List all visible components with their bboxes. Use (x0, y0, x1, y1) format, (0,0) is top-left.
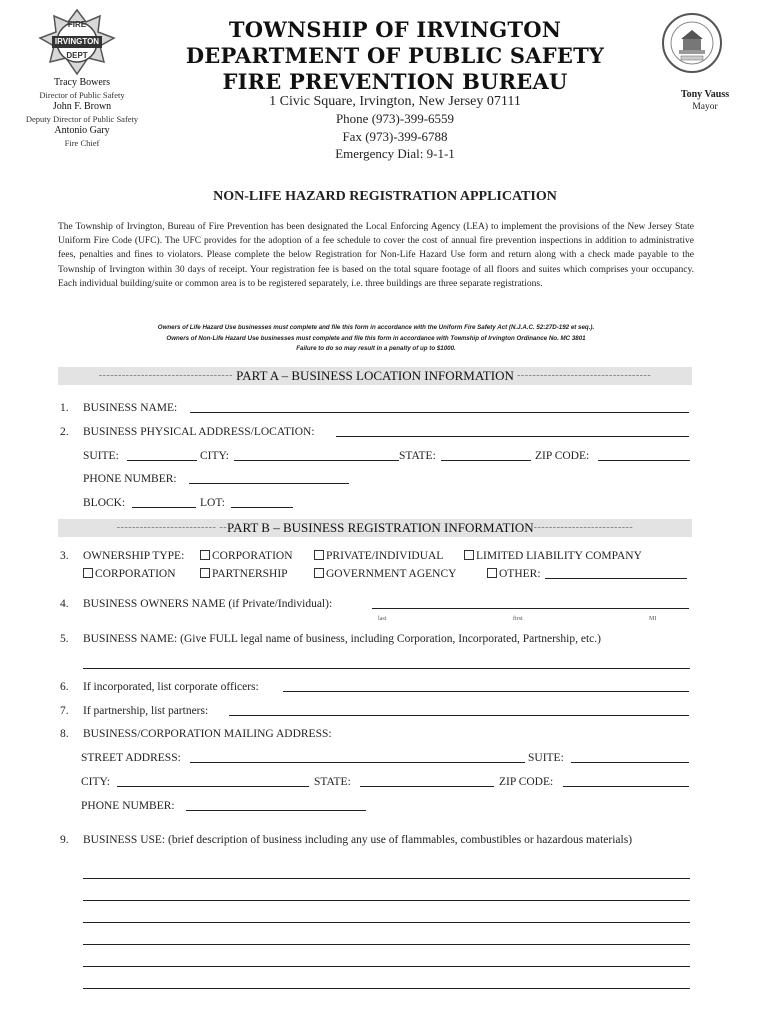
phone-label: PHONE NUMBER: (83, 473, 177, 485)
q5-number: 5. (60, 633, 69, 645)
q2-number: 2. (60, 426, 69, 438)
owners-name-field[interactable] (372, 608, 689, 609)
ownership-type-label: OWNERSHIP TYPE: (83, 550, 185, 562)
mailing-zip-field[interactable] (563, 786, 689, 787)
business-use-line-6[interactable] (83, 988, 690, 989)
block-field[interactable] (132, 507, 196, 508)
option-label: PARTNERSHIP (212, 568, 288, 580)
block-label: BLOCK: (83, 497, 126, 509)
official-title: Director of Public Safety (39, 90, 125, 100)
header-phone: Phone (973)-399-6559 (335, 111, 455, 126)
header-bureau: FIRE PREVENTION BUREAU (222, 69, 568, 94)
business-legal-name-hint: (Give FULL legal name of business, including Corporation, Incorporated, Partnership, etc.) (177, 633, 601, 645)
mailing-address-label: BUSINESS/CORPORATION MAILING ADDRESS: (83, 728, 332, 740)
street-address-label: STREET ADDRESS: (81, 752, 181, 764)
official-title: Deputy Director of Public Safety (25, 114, 139, 124)
mailing-suite-label: SUITE: (528, 752, 564, 764)
zip-label: ZIP CODE: (535, 450, 590, 462)
option-label: GOVERNMENT AGENCY (326, 568, 457, 580)
physical-address-label: BUSINESS PHYSICAL ADDRESS/LOCATION: (83, 426, 315, 438)
header-township: TOWNSHIP OF IRVINGTON (228, 17, 562, 42)
business-use-line-2[interactable] (83, 900, 690, 901)
right-officials (650, 89, 760, 113)
part-b-header: -------------------------- -- PART B – BUSINESS REGISTRATION INFORMATION -------------------------- (58, 519, 692, 537)
mailing-suite-field[interactable] (571, 762, 689, 763)
option-label: LIMITED LIABILITY COMPANY (476, 550, 642, 562)
official-name: Tracy Bowers (53, 77, 110, 88)
business-legal-name-title: BUSINESS NAME: (83, 633, 178, 645)
official-name: Antonio Gary (54, 125, 110, 136)
part-b-title: PART B – BUSINESS REGISTRATION INFORMATION (227, 520, 534, 535)
checkbox[interactable] (464, 550, 474, 560)
option-government-agency[interactable] (314, 567, 456, 581)
q8-number: 8. (60, 728, 69, 740)
fire-department-badge-logo (38, 8, 116, 76)
q1-number: 1. (60, 402, 69, 414)
option-private-individual[interactable] (314, 549, 443, 563)
official-title: Fire Chief (64, 138, 100, 148)
checkbox[interactable] (487, 568, 497, 578)
mailing-phone-field[interactable] (186, 810, 366, 811)
mayor-title: Mayor (692, 102, 718, 112)
badge-center-text: IRVINGTON (54, 37, 100, 46)
note-life-hazard: Owners of Life Hazard Use businesses must complete and file this form in accordance with the Uniform Fire Safety Act (N.J.A.C. 52:27D-192 et seq.). (157, 324, 595, 331)
mailing-city-field[interactable] (117, 786, 309, 787)
state-field[interactable] (441, 460, 531, 461)
option-partnership[interactable] (200, 567, 288, 581)
business-use-hint: (brief description of business including any use of flammables, combustibles or hazardous materials) (165, 834, 633, 846)
mailing-city-label: CITY: (81, 776, 110, 788)
option-label: CORPORATION (212, 550, 293, 562)
header-address: 1 Civic Square, Irvington, New Jersey 07111 (269, 94, 521, 109)
part-a-header: ----------------------------------- PART A – BUSINESS LOCATION INFORMATION ----------------------------------- (58, 367, 692, 385)
option-label: CORPORATION (95, 568, 176, 580)
owners-name-label: BUSINESS OWNERS NAME (if Private/Individual): (83, 598, 333, 610)
partners-field[interactable] (229, 715, 689, 716)
township-seal-logo (661, 12, 723, 74)
owners-name-last-caption: last (378, 616, 387, 622)
checkbox[interactable] (314, 550, 324, 560)
badge-bottom-text: DEPT (66, 51, 88, 60)
header-fax: Fax (973)-399-6788 (342, 129, 448, 144)
physical-address-field[interactable] (336, 436, 689, 437)
lot-label: LOT: (200, 497, 225, 509)
business-name-field[interactable] (190, 412, 689, 413)
option-other[interactable] (487, 567, 541, 581)
checkbox[interactable] (314, 568, 324, 578)
option-label: OTHER: (499, 568, 541, 580)
note-non-life-hazard: Owners of Non-Life Hazard Use businesses must complete and file this form in accordance with Township of Irvington Ordinance No. MC 3801 (166, 334, 586, 342)
official-name: John F. Brown (52, 101, 112, 112)
intro-paragraph: The Township of Irvington, Bureau of Fire Prevention has been designated the Local Enforcing Agency (LEA) to implement the provisions of the New Jersey State Uniform Fire Code (UFC). The UFC provides for the adoption of a fee schedule to cover the cost of annual fire prevention inspections in addition to administrative fees, penalties and fines to violators. Please complete the below Registration for Non-Life Hazard Use form and return along with a check made payable to the Township of Irvington within 30 days of receipt. Your registration fee is based on the total square footage of all floors and suites which comprises your occupancy. Each individual building/suite or common area is to be registered separately, i.e. three buildings are three separate registrations. (58, 222, 694, 289)
corporate-officers-field[interactable] (283, 691, 689, 692)
mayor-name: Tony Vauss (680, 89, 730, 100)
business-legal-name-field[interactable] (83, 668, 690, 669)
owners-name-first-caption: first (513, 616, 523, 622)
q6-number: 6. (60, 681, 69, 693)
business-use-line-4[interactable] (83, 944, 690, 945)
mailing-zip-label: ZIP CODE: (499, 776, 554, 788)
q7-number: 7. (60, 705, 69, 717)
partners-label: If partnership, list partners: (83, 705, 209, 717)
business-use-line-1[interactable] (83, 878, 690, 879)
corporate-officers-label: If incorporated, list corporate officers: (83, 681, 259, 693)
mailing-phone-label: PHONE NUMBER: (81, 800, 175, 812)
badge-top-text: FIRE (67, 20, 87, 29)
checkbox[interactable] (200, 550, 210, 560)
city-label: CITY: (200, 450, 229, 462)
business-use-line-5[interactable] (83, 966, 690, 967)
business-use-line-3[interactable] (83, 922, 690, 923)
mailing-state-label: STATE: (314, 776, 351, 788)
checkbox[interactable] (83, 568, 93, 578)
left-officials (14, 77, 150, 149)
city-field[interactable] (234, 460, 399, 461)
option-llc[interactable] (464, 549, 642, 563)
zip-field[interactable] (598, 460, 690, 461)
business-use-label (83, 833, 632, 847)
option-label: PRIVATE/INDIVIDUAL (326, 550, 444, 562)
street-address-field[interactable] (190, 762, 525, 763)
suite-label: SUITE: (83, 450, 119, 462)
phone-field[interactable] (189, 483, 349, 484)
note-penalty: Failure to do so may result in a penalty of up to $1000. (296, 345, 456, 352)
part-a-title: PART A – BUSINESS LOCATION INFORMATION (236, 368, 514, 383)
owners-name-mi-caption: MI (649, 616, 657, 622)
q3-number: 3. (60, 550, 69, 562)
lot-field[interactable] (231, 507, 293, 508)
legal-notes (58, 323, 694, 355)
checkbox[interactable] (200, 568, 210, 578)
header-department: DEPARTMENT OF PUBLIC SAFETY (185, 43, 605, 68)
business-use-title: BUSINESS USE: (83, 834, 166, 846)
option-corporation[interactable] (200, 549, 293, 563)
form-title: NON-LIFE HAZARD REGISTRATION APPLICATION (213, 189, 557, 204)
business-name-label: BUSINESS NAME: (83, 402, 178, 414)
q9-number: 9. (60, 834, 69, 846)
q4-number: 4. (60, 598, 69, 610)
business-legal-name-label (83, 632, 601, 646)
other-field[interactable] (545, 578, 687, 579)
header-emergency: Emergency Dial: 9-1-1 (335, 146, 455, 161)
state-label: STATE: (399, 450, 436, 462)
suite-field[interactable] (127, 460, 197, 461)
mailing-state-field[interactable] (360, 786, 494, 787)
option-corporation-2[interactable] (83, 567, 176, 581)
